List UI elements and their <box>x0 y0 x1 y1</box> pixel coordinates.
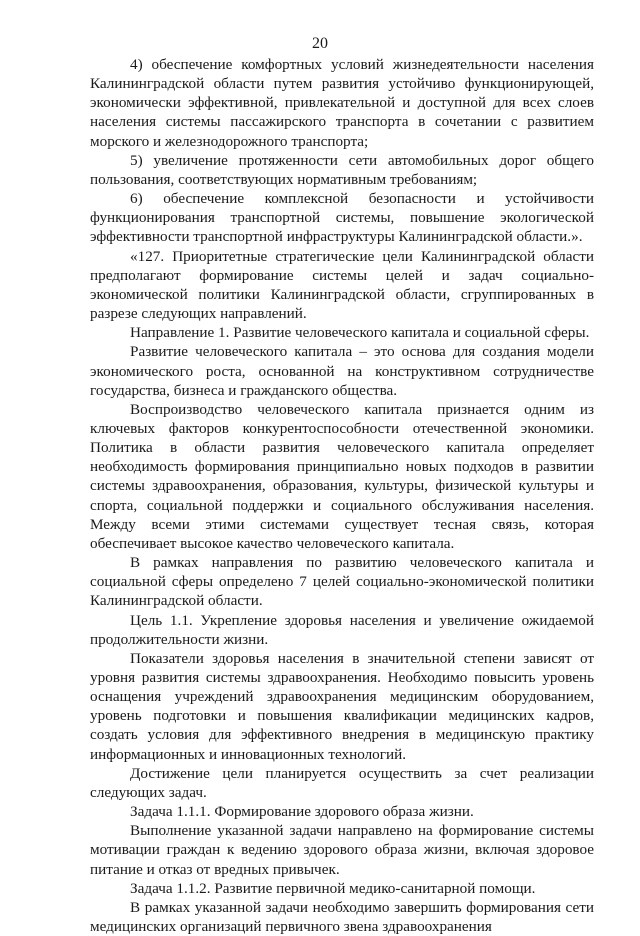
task-heading-1-1-2: Задача 1.1.2. Развитие первичной медико-санитарной помощи. <box>130 879 536 897</box>
paragraph-task-1-1-2: В рамках указанной задачи необходимо завершить формирования сети медицинских организаций первичного звена здравоохранения <box>90 898 594 936</box>
paragraph-health-indicators: Показатели здоровья населения в значительной степени зависят от уровня развития системы здравоохранения. Необходимо повысить уровень оснащения учреждений здравоохранения медицинским оборудованием, уровень подготовки и повышения квалификации медицинских кадров, создать условия для эффективного внедрения в медицинскую практику информационных и инновационных технологий. <box>90 649 594 763</box>
direction-heading: Направление 1. Развитие человеческого капитала и социальной сферы. <box>130 324 590 342</box>
paragraph-item-4: 4) обеспечение комфортных условий жизнедеятельности населения Калининградской области путем развития устойчиво функционирующей, экономически эффективной, привлекательной и доступной для всех слоев населения системы пассажирского транспорта в сочетании с развитием морского и железнодорожного транспорта; <box>90 56 594 150</box>
paragraph-seven-goals: В рамках направления по развитию человеческого капитала и социальной сферы определено 7 целей социально-экономической политики Калининградской области. <box>90 554 594 610</box>
paragraph-achievement: Достижение цели планируется осуществить за счет реализации следующих задач. <box>90 764 594 801</box>
task-heading-1-1-1: Задача 1.1.1. Формирование здорового образа жизни. <box>130 803 474 821</box>
paragraph-reproduction: Воспроизводство человеческого капитала признается одним из ключевых факторов конкурентоспособности отечественной экономики. Политика в области развития человеческого капитала определяет необходимость формирования принципиально новых подходов в развитии системы здравоохранения, образования, культуры, физической культуры и спорта, социальной поддержки и социального обслуживания населения. Между всеми этими системами существует тесная связь, которая обеспечивает высокое качество человеческого капитала. <box>90 400 594 552</box>
paragraph-item-5: 5) увеличение протяженности сети автомобильных дорог общего пользования, соответствующих нормативным требованиям; <box>90 151 594 188</box>
document-body <box>90 55 594 936</box>
page-number: 20 <box>312 35 328 52</box>
paragraph-task-1-1-1: Выполнение указанной задачи направлено на формирование системы мотивации граждан к ведению здорового образа жизни, включая здоровое питание и отказ от вредных привычек. <box>90 822 594 878</box>
paragraph-127-intro: «127. Приоритетные стратегические цели Калининградской области предполагают формирование системы целей и задач социально-экономической политики Калининградской области, сгруппированных в разрезе следующих направлений. <box>90 247 594 323</box>
paragraph-human-capital: Развитие человеческого капитала – это основа для создания модели экономического роста, основанной на конструктивном сотрудничестве государства, бизнеса и гражданского общества. <box>90 343 594 399</box>
goal-heading: Цель 1.1. Укрепление здоровья населения и увеличение ожидаемой продолжительности жизни. <box>90 611 594 648</box>
paragraph-item-6: 6) обеспечение комплексной безопасности и устойчивости функционирования транспортной системы, повышение экологической эффективности транспортной инфраструктуры Калининградской области.». <box>90 190 594 246</box>
